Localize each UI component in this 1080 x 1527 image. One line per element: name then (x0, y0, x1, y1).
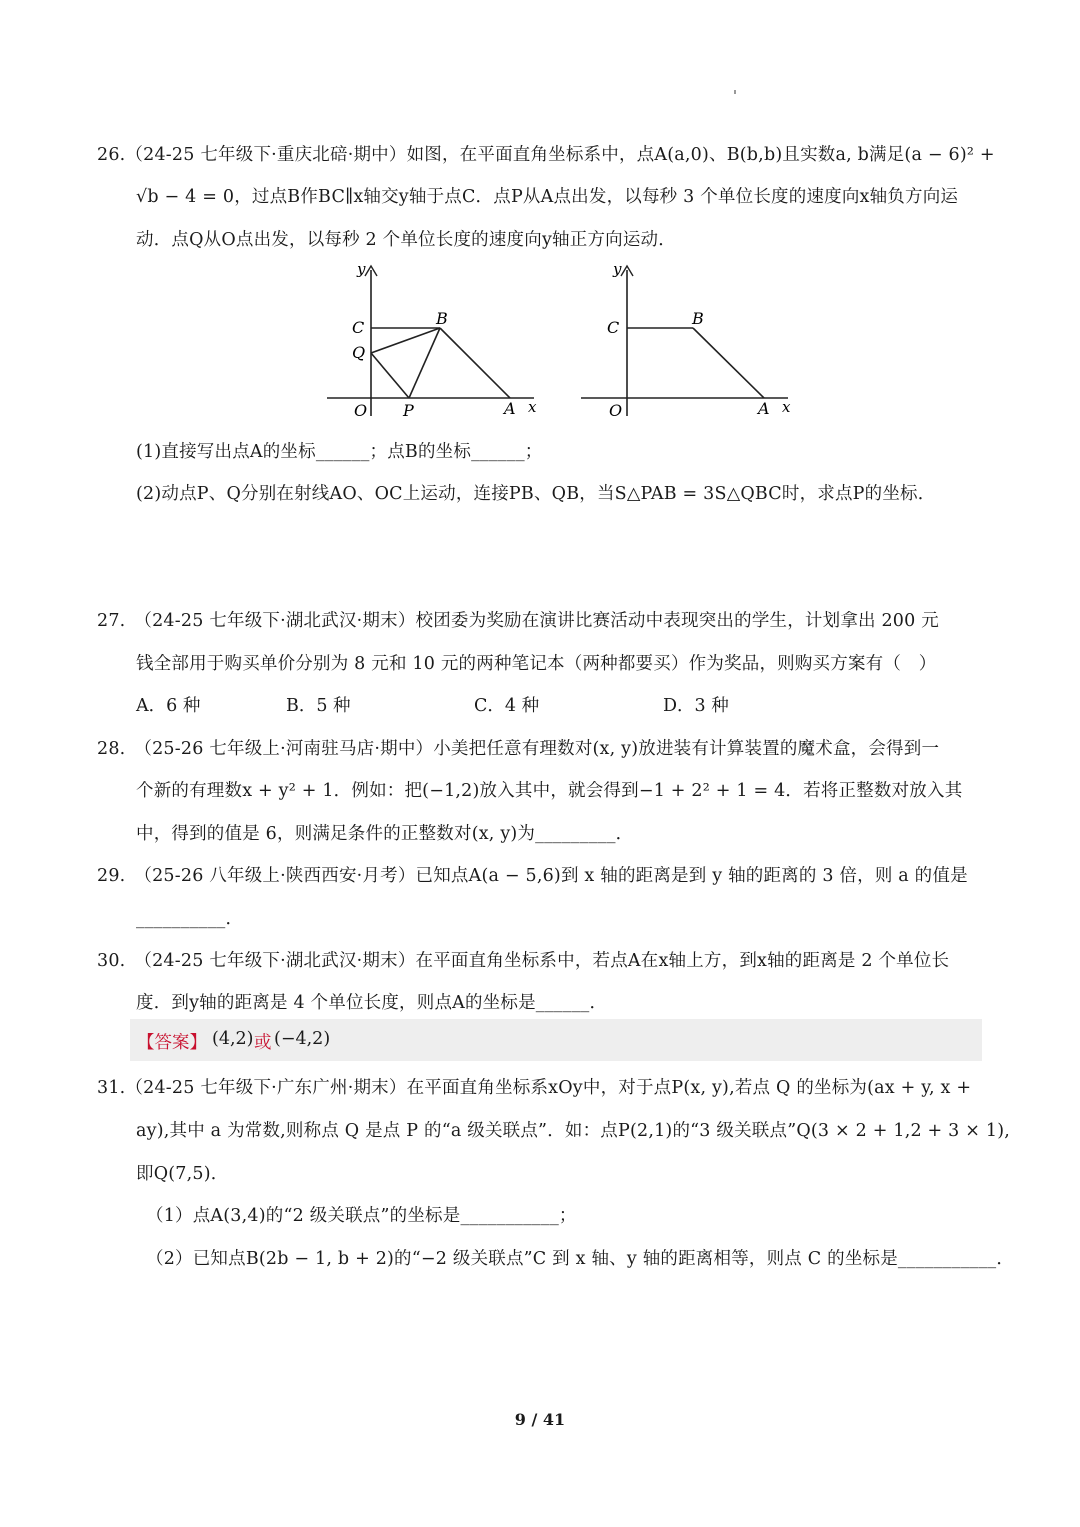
fig1-y-label: y (357, 260, 366, 278)
q30-line-1: 30. （24-25 七年级下·湖北武汉·期末）在平面直角坐标系中，若点A在x轴上方，到x轴的距离是 2 个单位长 (97, 951, 950, 971)
q28-line-3: 中，得到的值是 6，则满足条件的正整数对(x, y)为_________． (136, 824, 634, 844)
q31-line-2: ay),其中 a 为常数,则称点 Q 是点 P 的“a 级关联点”．如：点P(2,1)的“3 级关联点”Q(3 × 2 + 1,2 + 3 × 1), (136, 1121, 1011, 1141)
fig1-q-label: Q (352, 343, 366, 362)
fig2-b-label: B (692, 309, 704, 328)
q26-sub-1: (1)直接写出点A的坐标______；点B的坐标______； (136, 442, 543, 462)
figure-right (576, 258, 802, 420)
q26-line-2: √b − 4 = 0，过点B作BC∥x轴交y轴于点C．点P从A点出发，以每秒 3 个单位长度的速度向x轴负方向运 (136, 187, 959, 207)
fig1-o-label: O (354, 401, 368, 420)
fig2-c-label: C (607, 318, 620, 337)
answer-or: 或 (254, 1033, 272, 1053)
fig2-o-label: O (609, 401, 623, 420)
fig2-x-label: x (782, 398, 791, 416)
q30-line-2: 度．到y轴的距离是 4 个单位长度，则点A的坐标是______． (136, 993, 608, 1013)
page-number: 9 / 41 (514, 1410, 566, 1429)
q27-line-2: 钱全部用于购买单价分别为 8 元和 10 元的两种笔记本（两种都要买）作为奖品，则购买方案有（ ） (136, 654, 937, 674)
q27-line-1: 27. （24-25 七年级下·湖北武汉·期末）校团委为奖励在演讲比赛活动中表现突出的学生，计划拿出 200 元 (97, 611, 939, 631)
answer-label: 【答案】 (137, 1033, 207, 1053)
q27-option-d: D．3 种 (663, 696, 729, 716)
fig1-p-label: P (403, 401, 414, 420)
q27-option-b: B．5 种 (286, 696, 351, 716)
q26-sub-2: (2)动点P、Q分别在射线AO、OC上运动，连接PB、QB，当S△PAB = 3S△QBC时，求点P的坐标． (136, 484, 936, 504)
fig2-a-label: A (758, 399, 770, 418)
q28-line-2: 个新的有理数x + y² + 1．例如：把(−1,2)放入其中，就会得到−1 + 2² + 1 = 4．若将正整数对放入其 (136, 781, 963, 801)
answer-value-1: (4,2) (212, 1029, 254, 1049)
q26-line-3: 动．点Q从O点出发，以每秒 2 个单位长度的速度向y轴正方向运动． (136, 230, 676, 250)
fig1-b-label: B (436, 309, 448, 328)
q29-line-2: __________． (136, 909, 244, 929)
q31-sub-1: （1）点A(3,4)的“2 级关联点”的坐标是___________； (146, 1206, 577, 1226)
q29-line-1: 29. （25-26 八年级上·陕西西安·月考）已知点A(a − 5,6)到 x 轴的距离是到 y 轴的距离的 3 倍，则 a 的值是 (97, 866, 968, 886)
q27-option-a: A．6 种 (136, 696, 201, 716)
q31-line-3: 即Q(7,5)． (136, 1164, 229, 1184)
q27-option-c: C．4 种 (474, 696, 540, 716)
scan-speck (734, 90, 736, 94)
fig1-c-label: C (352, 318, 365, 337)
fig2-y-label: y (613, 260, 622, 278)
figure-left (322, 258, 548, 420)
fig1-a-label: A (504, 399, 516, 418)
q26-line-1: 26.（24-25 七年级下·重庆北碚·期中）如图，在平面直角坐标系中，点A(a,0)、B(b,b)且实数a, b满足(a − 6)² + (97, 145, 995, 165)
answer-value-2: (−4,2) (274, 1029, 331, 1049)
q31-sub-2: （2）已知点B(2b − 1, b + 2)的“−2 级关联点”C 到 x 轴、y 轴的距离相等，则点 C 的坐标是___________． (146, 1249, 1015, 1269)
q28-line-1: 28. （25-26 七年级上·河南驻马店·期中）小美把任意有理数对(x, y)放进装有计算装置的魔术盒，会得到一 (97, 739, 940, 759)
fig1-x-label: x (528, 398, 537, 416)
q31-line-1: 31.（24-25 七年级下·广东广州·期末）在平面直角坐标系xOy中，对于点P(x, y),若点 Q 的坐标为(ax + y, x + (97, 1078, 972, 1098)
